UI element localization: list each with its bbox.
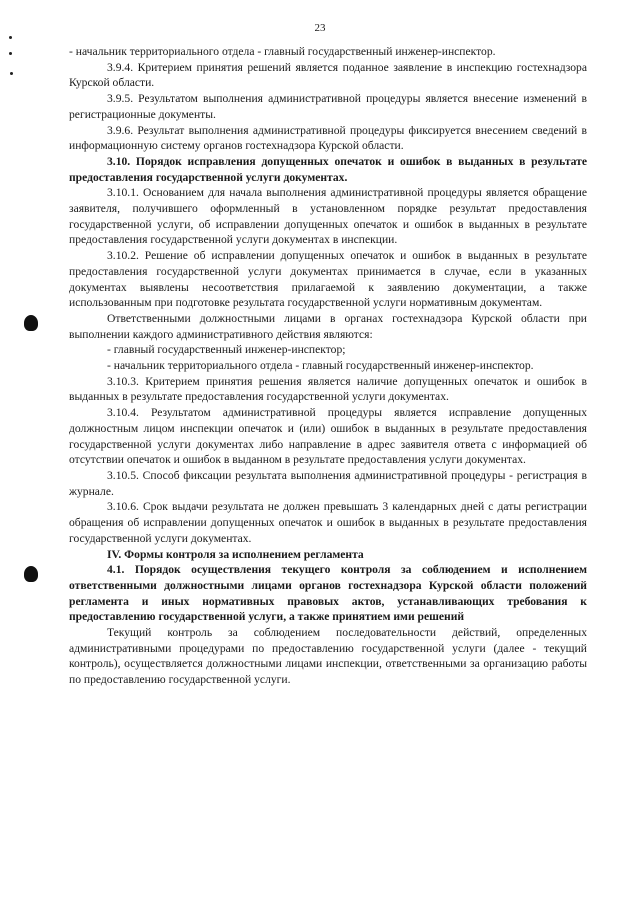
paragraph: 3.10.5. Способ фиксации результата выполнения административной процедуры - регистрация в журнале.	[69, 468, 587, 498]
paragraph: 3.10.2. Решение об исправлении допущенных опечаток и ошибок в выданных в результате предоставления государственной услуги документах принимается в случае, если в указанных документах выявлены несоответствия прилагаемой к заявлению документации, а также использованным при подготовке результата государственной услуги нормативным документам.	[69, 249, 587, 310]
margin-mark	[9, 36, 12, 39]
punch-hole-top	[24, 315, 38, 331]
paragraph: Текущий контроль за соблюдением последовательности действий, определенных административными процедурами по предоставлению государственной услуги (далее - текущий контроль), осуществляется должностными лицами инспекции, ответственными за организацию работы по предоставлению государственной услуги.	[69, 626, 587, 687]
paragraph: 3.10.1. Основанием для начала выполнения административной процедуры является обращение заявителя, получившего оформленный в установленном порядке результат предоставления государственной услуги, об исправлении допущенных опечаток и ошибок в выданных в результате предоставления государственной услуги документах в инспекции.	[69, 186, 587, 247]
paragraph: 3.10.4. Результатом административной процедуры является исправление допущенных должностным лицом инспекции опечаток и (или) ошибок в выданных в результате предоставления государственной услуги документах либо направление в адрес заявителя ответа с информацией об отсутствии опечаток и ошибок в выданном в результате предоставления услуги документах.	[69, 406, 587, 467]
punch-hole-bottom	[24, 566, 38, 582]
paragraph: 3.9.6. Результат выполнения административной процедуры фиксируется внесением сведений в информационную систему органов гостехнадзора Курской области.	[69, 123, 587, 153]
section-heading: 3.10. Порядок исправления допущенных опечаток и ошибок в выданных в результате предоставления государственной услуги документах.	[69, 154, 587, 184]
paragraph: Ответственными должностными лицами в органах гостехнадзора Курской области при выполнении каждого административного действия являются:	[69, 311, 587, 341]
margin-mark	[9, 52, 12, 55]
margin-mark	[10, 72, 13, 75]
paragraph: 3.9.5. Результатом выполнения административной процедуры является внесение изменений в регистрационные документы.	[69, 92, 587, 121]
paragraph: 3.10.6. Срок выдачи результата не должен превышать 3 календарных дней с даты регистрации обращения об исправлении допущенных опечаток и ошибок в выданных в результате предоставления государственной услуги документах.	[69, 500, 587, 545]
paragraph: - главный государственный инженер-инспектор;	[107, 343, 346, 357]
paragraph: 3.10.3. Критерием принятия решения является наличие допущенных опечаток и ошибок в выданных в результате предоставления государственной услуги документах.	[69, 374, 587, 404]
document-body	[69, 44, 587, 688]
section-heading: 4.1. Порядок осуществления текущего контроля за соблюдением и исполнением ответственными должностными лицами органов гостехнадзора Курской области положений регламента и иных нормативных правовых актов, устанавливающих требования к предоставлению государственной услуги, а также принятием ими решений	[69, 563, 587, 624]
chapter-heading: IV. Формы контроля за исполнением регламента	[107, 547, 364, 561]
page-number: 23	[314, 22, 326, 34]
paragraph: - начальник территориального отдела - главный государственный инженер-инспектор.	[107, 359, 534, 373]
paragraph: 3.9.4. Критерием принятия решений является поданное заявление в инспекцию гостехнадзора Курской области.	[69, 60, 587, 90]
paragraph: - начальник территориального отдела - главный государственный инженер-инспектор.	[69, 45, 496, 58]
